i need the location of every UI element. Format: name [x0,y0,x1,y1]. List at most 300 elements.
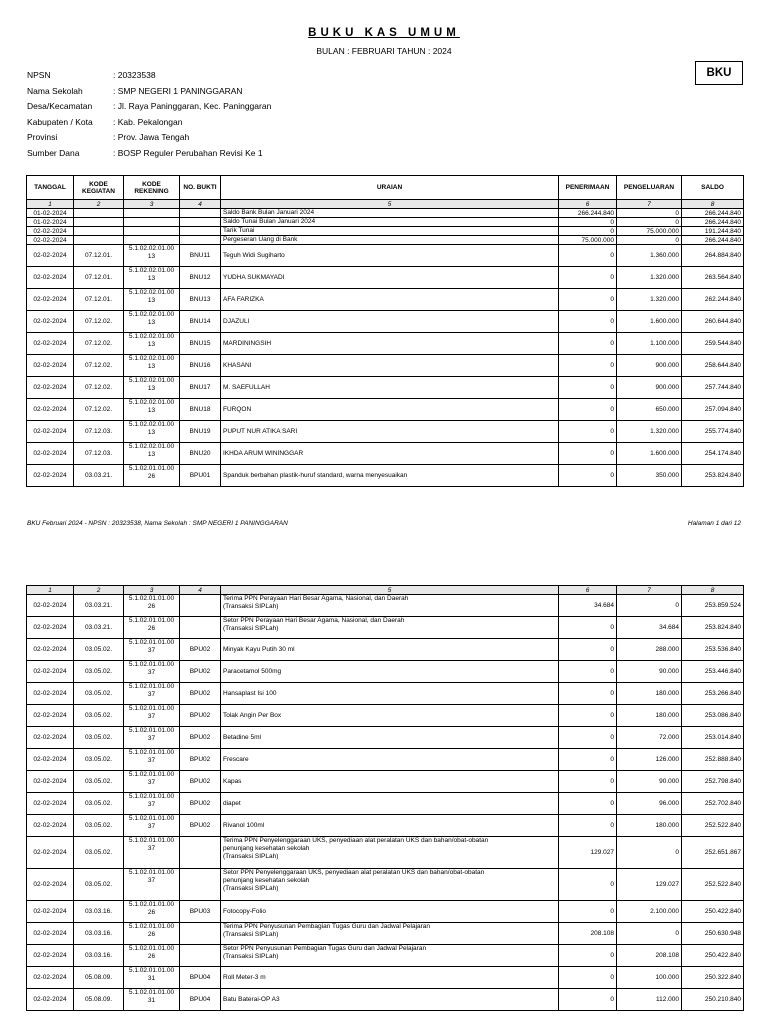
table-row [27,639,744,661]
cell-account-code: 5.1.02.01.01.00 37 [124,727,180,749]
table-row [27,989,744,1011]
cell-expense-amount: 96.000 [617,793,682,815]
cell-expense-amount: 126.000 [617,749,682,771]
cell-activity-code: 07.12.01. [74,245,124,267]
cell-receipt-no [180,869,221,901]
cell-description: YUDHA SUKMAYADI [221,267,559,289]
cell-account-code: 5.1.02.01.01.00 26 [124,595,180,617]
cell-receipt-no [180,227,221,236]
cell-balance: 260.644.840 [682,311,744,333]
cell-receipt-no [180,209,221,218]
cell-expense-amount: 0 [617,595,682,617]
table-row [27,837,744,869]
cell-description: Roll Meter-3 m [221,967,559,989]
cell-balance: 253.014.840 [682,727,744,749]
info-row [27,70,271,86]
cell-receipt-amount: 0 [559,683,617,705]
cell-date: 02-02-2024 [27,771,74,793]
cell-receipt-amount: 0 [559,945,617,967]
cell-description: MARDININGSIH [221,333,559,355]
cell-description: Setor PPN Penyusunan Pembagian Tugas Guru dan Jadwal Pelajaran (Transaksi SIPLah) [221,945,559,967]
table-row [27,683,744,705]
cell-balance: 250.210.840 [682,989,744,1011]
cell-activity-code: 03.03.16. [74,901,124,923]
table-row [27,901,744,923]
table-row [27,267,744,289]
cell-description: Paracetamol 500mg [221,661,559,683]
cell-activity-code: 03.05.02. [74,661,124,683]
cell-receipt-amount: 0 [559,245,617,267]
info-value: : SMP NEGERI 1 PANINGGARAN [113,85,243,96]
cell-receipt-no: BPU02 [180,727,221,749]
cell-date: 02-02-2024 [27,617,74,639]
cell-receipt-no: BPU01 [180,465,221,487]
cell-balance: 259.544.840 [682,333,744,355]
cell-description: Teguh Widi Sugiharto [221,245,559,267]
cell-date: 02-02-2024 [27,245,74,267]
cell-receipt-amount: 0 [559,267,617,289]
table-row [27,771,744,793]
cell-receipt-amount: 0 [559,989,617,1011]
cell-activity-code: 03.03.21. [74,595,124,617]
cell-expense-amount: 0 [617,923,682,945]
column-header: TANGGAL [27,176,74,200]
cell-date: 02-02-2024 [27,227,74,236]
cell-description: Setor PPN Perayaan Hari Besar Agama, Nasional, dan Daerah (Transaksi SIPLah) [221,617,559,639]
table-row [27,749,744,771]
cell-description: Terima PPN Penyelenggaraan UKS, penyediaan alat peralatan UKS dan bahan/obat-obatan penunjang kesehatan sekolah (Transaksi SIPLah) [221,837,559,869]
cell-description: Saldo Tunai Bulan Januari 2024 [221,218,559,227]
cell-account-code: 5.1.02.01.01.00 37 [124,661,180,683]
cell-balance: 191.244.840 [682,227,744,236]
cell-receipt-amount: 0 [559,377,617,399]
cell-expense-amount: 0 [617,218,682,227]
cell-account-code: 5.1.02.01.01.00 37 [124,869,180,901]
cell-receipt-no: BNU19 [180,421,221,443]
cell-activity-code: 05.08.09. [74,967,124,989]
cell-expense-amount: 90.000 [617,661,682,683]
table-row [27,289,744,311]
cell-account-code: 5.1.02.01.01.00 26 [124,465,180,487]
cell-expense-amount: 100.000 [617,967,682,989]
cell-expense-amount: 650.000 [617,399,682,421]
cell-balance: 253.446.840 [682,661,744,683]
cell-date: 02-02-2024 [27,923,74,945]
cell-date: 02-02-2024 [27,311,74,333]
cell-date: 02-02-2024 [27,236,74,245]
cell-expense-amount: 75.000.000 [617,227,682,236]
cell-receipt-amount: 34.684 [559,595,617,617]
column-number: 5 [221,200,559,209]
cell-account-code: 5.1.02.02.01.00 13 [124,333,180,355]
cell-balance: 253.536.840 [682,639,744,661]
cell-description: Saldo Bank Bulan Januari 2024 [221,209,559,218]
cell-receipt-amount: 0 [559,311,617,333]
cell-account-code: 5.1.02.01.01.00 31 [124,967,180,989]
cell-date: 02-02-2024 [27,377,74,399]
info-label: NPSN [27,70,51,80]
cell-balance: 250.422.840 [682,945,744,967]
cell-receipt-no: BPU04 [180,989,221,1011]
column-header: KODE KEGIATAN [74,176,124,200]
document-subtitle: BULAN : FEBRUARI TAHUN : 2024 [316,46,452,56]
cell-date: 02-02-2024 [27,421,74,443]
cell-balance: 252.651.867 [682,837,744,869]
table-row [27,236,744,245]
info-label: Provinsi [27,132,58,142]
cell-expense-amount: 1.600.000 [617,443,682,465]
cell-receipt-no: BNU18 [180,399,221,421]
cell-balance: 252.522.840 [682,815,744,837]
info-row [27,101,271,117]
info-label: Sumber Dana [27,147,80,158]
cell-receipt-no [180,218,221,227]
info-label: Desa/Kecamatan [27,101,93,111]
table-row [27,705,744,727]
ledger-table-page-2 [26,585,744,1011]
cell-date: 02-02-2024 [27,989,74,1011]
cell-description: PUPUT NUR ATIKA SARI [221,421,559,443]
cell-receipt-no [180,945,221,967]
cell-description: Rivanol 100ml [221,815,559,837]
cell-date: 02-02-2024 [27,683,74,705]
column-header: PENERIMAAN [559,176,617,200]
cell-receipt-no: BPU02 [180,683,221,705]
table-row [27,355,744,377]
page-footer-info: BKU Februari 2024 - NPSN : 20323538, Nama Sekolah : SMP NEGERI 1 PANINGGARAN [27,520,288,527]
table-row [27,793,744,815]
cell-receipt-amount: 0 [559,289,617,311]
column-number: 4 [180,200,221,209]
cell-receipt-no: BPU02 [180,705,221,727]
cell-receipt-no: BNU11 [180,245,221,267]
column-number: 3 [124,200,180,209]
cell-receipt-amount: 0 [559,421,617,443]
cell-expense-amount: 1.320.000 [617,289,682,311]
info-label: Kabupaten / Kota [27,116,93,127]
info-value: : 20323538 [113,70,156,80]
table-row [27,727,744,749]
table-row [27,815,744,837]
table-row [27,967,744,989]
cell-activity-code: 07.12.02. [74,377,124,399]
info-row [27,148,271,164]
cell-date: 02-02-2024 [27,793,74,815]
cell-receipt-amount: 0 [559,639,617,661]
cell-account-code: 5.1.02.02.01.00 13 [124,245,180,267]
cell-receipt-no: BNU12 [180,267,221,289]
cell-date: 02-02-2024 [27,705,74,727]
column-header: PENGELUARAN [617,176,682,200]
cell-account-code: 5.1.02.01.01.00 26 [124,617,180,639]
info-value: : Prov. Jawa Tengah [113,132,190,142]
cell-receipt-amount: 0 [559,771,617,793]
cell-date: 02-02-2024 [27,443,74,465]
cell-receipt-amount: 0 [559,333,617,355]
cell-expense-amount: 1.600.000 [617,311,682,333]
column-header: KODE REKENING [124,176,180,200]
cell-date: 02-02-2024 [27,333,74,355]
cell-receipt-no: BNU15 [180,333,221,355]
cell-balance: 264.884.840 [682,245,744,267]
cell-receipt-no: BNU13 [180,289,221,311]
table-header-row [27,176,744,200]
cell-activity-code: 03.05.02. [74,869,124,901]
cell-receipt-no: BNU17 [180,377,221,399]
cell-receipt-amount: 0 [559,749,617,771]
cell-activity-code: 07.12.02. [74,311,124,333]
cell-receipt-amount: 0 [559,661,617,683]
column-number: 3 [124,586,180,595]
cell-activity-code: 03.05.02. [74,837,124,869]
table-row [27,465,744,487]
column-number: 5 [221,586,559,595]
column-header: NO. BUKTI [180,176,221,200]
cell-balance: 266.244.840 [682,218,744,227]
cell-date: 02-02-2024 [27,355,74,377]
cell-expense-amount: 72.000 [617,727,682,749]
cell-receipt-no: BPU02 [180,661,221,683]
cell-description: Tarik Tunai [221,227,559,236]
cell-account-code: 5.1.02.01.01.00 26 [124,945,180,967]
table-row [27,595,744,617]
cell-receipt-no: BPU02 [180,771,221,793]
cell-account-code [124,209,180,218]
cell-receipt-amount: 0 [559,617,617,639]
cell-account-code: 5.1.02.02.01.00 13 [124,443,180,465]
cell-receipt-no [180,236,221,245]
cell-expense-amount: 900.000 [617,355,682,377]
cell-account-code: 5.1.02.02.01.00 13 [124,377,180,399]
cell-date: 02-02-2024 [27,289,74,311]
cell-account-code: 5.1.02.01.01.00 37 [124,639,180,661]
cell-description: DJAZULI [221,311,559,333]
cell-account-code [124,218,180,227]
table-row [27,245,744,267]
table-row [27,333,744,355]
cell-expense-amount: 288.000 [617,639,682,661]
cell-account-code: 5.1.02.01.01.00 37 [124,771,180,793]
cell-receipt-amount: 0 [559,869,617,901]
cell-balance: 250.422.840 [682,901,744,923]
cell-activity-code: 07.12.01. [74,289,124,311]
cell-date: 02-02-2024 [27,901,74,923]
table-row [27,311,744,333]
cell-receipt-amount: 0 [559,465,617,487]
table-row [27,443,744,465]
cell-expense-amount: 1.360.000 [617,245,682,267]
cell-receipt-no: BPU02 [180,749,221,771]
cell-date: 02-02-2024 [27,837,74,869]
cell-expense-amount: 180.000 [617,683,682,705]
table-row [27,421,744,443]
cell-activity-code: 03.05.02. [74,705,124,727]
cell-expense-amount: 129.027 [617,869,682,901]
column-number: 6 [559,586,617,595]
cell-account-code: 5.1.02.01.01.00 26 [124,923,180,945]
info-row [27,86,271,102]
cell-balance: 252.522.840 [682,869,744,901]
cell-account-code [124,227,180,236]
cell-receipt-no: BNU20 [180,443,221,465]
cell-description: M. SAEFULLAH [221,377,559,399]
column-number: 4 [180,586,221,595]
cell-receipt-amount: 0 [559,443,617,465]
cell-date: 02-02-2024 [27,727,74,749]
table-row [27,209,744,218]
table-row [27,923,744,945]
column-number: 1 [27,586,74,595]
cell-balance: 263.564.840 [682,267,744,289]
cell-account-code [124,236,180,245]
cell-account-code: 5.1.02.01.01.00 37 [124,749,180,771]
school-info [27,70,271,163]
cell-date: 02-02-2024 [27,639,74,661]
column-number: 6 [559,200,617,209]
cell-activity-code [74,236,124,245]
cell-description: Betadine 5ml [221,727,559,749]
cell-account-code: 5.1.02.01.01.00 37 [124,705,180,727]
cell-receipt-no: BNU14 [180,311,221,333]
cell-activity-code: 07.12.02. [74,333,124,355]
cell-activity-code: 07.12.03. [74,421,124,443]
cell-receipt-no [180,923,221,945]
cell-date: 01-02-2024 [27,209,74,218]
cell-account-code: 5.1.02.01.01.00 37 [124,793,180,815]
cell-receipt-no [180,617,221,639]
column-number-row [27,200,744,209]
cell-account-code: 5.1.02.02.01.00 13 [124,421,180,443]
cell-date: 02-02-2024 [27,465,74,487]
cell-description: IKHDA ARUM WININGGAR [221,443,559,465]
cell-balance: 254.174.840 [682,443,744,465]
cell-account-code: 5.1.02.02.01.00 13 [124,311,180,333]
cell-balance: 257.094.840 [682,399,744,421]
cell-expense-amount: 112.000 [617,989,682,1011]
cell-activity-code: 03.05.02. [74,749,124,771]
cell-activity-code: 03.03.16. [74,923,124,945]
cell-receipt-amount: 75.000.000 [559,236,617,245]
cell-receipt-amount: 0 [559,815,617,837]
cell-account-code: 5.1.02.01.01.00 37 [124,683,180,705]
cell-activity-code: 03.05.02. [74,793,124,815]
cell-expense-amount: 0 [617,209,682,218]
cell-date: 02-02-2024 [27,945,74,967]
cell-balance: 258.644.840 [682,355,744,377]
cell-description: Hansaplast Isi 100 [221,683,559,705]
column-header: URAIAN [221,176,559,200]
cell-date: 02-02-2024 [27,661,74,683]
cell-activity-code: 03.05.02. [74,815,124,837]
cell-date: 01-02-2024 [27,218,74,227]
table-row [27,617,744,639]
cell-expense-amount: 1.100.000 [617,333,682,355]
cell-expense-amount: 2.100.000 [617,901,682,923]
cell-expense-amount: 208.108 [617,945,682,967]
document-title: BUKU KAS UMUM [308,27,460,39]
info-value: : BOSP Reguler Perubahan Revisi Ke 1 [113,147,263,158]
cell-activity-code: 03.03.16. [74,945,124,967]
cell-balance: 262.244.840 [682,289,744,311]
cell-description: FURQON [221,399,559,421]
cell-balance: 266.244.840 [682,236,744,245]
cell-balance: 252.702.840 [682,793,744,815]
info-row [27,117,271,133]
table-row [27,377,744,399]
cell-description: KHASANI [221,355,559,377]
cell-receipt-amount: 0 [559,399,617,421]
column-number: 2 [74,200,124,209]
cell-date: 02-02-2024 [27,399,74,421]
cell-balance: 252.798.840 [682,771,744,793]
cell-expense-amount: 180.000 [617,815,682,837]
cell-description: diapet [221,793,559,815]
cell-expense-amount: 350.000 [617,465,682,487]
column-header: SALDO [682,176,744,200]
cell-balance: 252.888.840 [682,749,744,771]
column-number-row [27,586,744,595]
cell-activity-code: 03.03.21. [74,465,124,487]
cell-balance: 250.322.840 [682,967,744,989]
cell-description: Tolak Angin Per Box [221,705,559,727]
cell-balance: 253.859.524 [682,595,744,617]
cell-activity-code: 07.12.03. [74,443,124,465]
column-number: 7 [617,200,682,209]
cell-receipt-no [180,837,221,869]
cell-receipt-amount: 0 [559,355,617,377]
cell-expense-amount: 90.000 [617,771,682,793]
info-value: : Jl. Raya Paninggaran, Kec. Paninggaran [113,101,272,111]
cell-date: 02-02-2024 [27,595,74,617]
cell-description: Minyak Kayu Putih 30 ml [221,639,559,661]
cell-receipt-no: BPU02 [180,815,221,837]
cell-balance: 253.824.840 [682,617,744,639]
cell-description: Spanduk berbahan plastik-huruf standard, warna menyesuaikan [221,465,559,487]
column-number: 8 [682,586,744,595]
cell-expense-amount: 180.000 [617,705,682,727]
cell-expense-amount: 1.320.000 [617,421,682,443]
cell-expense-amount: 34.684 [617,617,682,639]
cell-activity-code [74,209,124,218]
cell-date: 02-02-2024 [27,869,74,901]
cell-receipt-amount: 0 [559,967,617,989]
cell-account-code: 5.1.02.02.01.00 13 [124,355,180,377]
cell-receipt-amount: 0 [559,218,617,227]
bku-badge: BKU [695,61,743,85]
cell-activity-code: 03.05.02. [74,683,124,705]
cell-activity-code [74,227,124,236]
cell-activity-code: 07.12.02. [74,399,124,421]
cell-date: 02-02-2024 [27,815,74,837]
cell-receipt-amount: 266.244.840 [559,209,617,218]
cell-activity-code: 03.05.02. [74,639,124,661]
cell-receipt-amount: 0 [559,727,617,749]
cell-date: 02-02-2024 [27,967,74,989]
cell-date: 02-02-2024 [27,267,74,289]
cell-balance: 255.774.840 [682,421,744,443]
cell-receipt-amount: 0 [559,705,617,727]
cell-activity-code: 07.12.02. [74,355,124,377]
cell-expense-amount: 1.320.000 [617,267,682,289]
column-number: 2 [74,586,124,595]
info-label: Nama Sekolah [27,85,83,96]
info-row [27,132,271,148]
cell-description: Frescare [221,749,559,771]
cell-description: Setor PPN Penyelenggaraan UKS, penyediaan alat peralatan UKS dan bahan/obat-obatan penunjang kesehatan sekolah (Transaksi SIPLah) [221,869,559,901]
cell-activity-code: 03.05.02. [74,771,124,793]
cell-receipt-amount: 0 [559,901,617,923]
cell-account-code: 5.1.02.02.01.00 13 [124,399,180,421]
